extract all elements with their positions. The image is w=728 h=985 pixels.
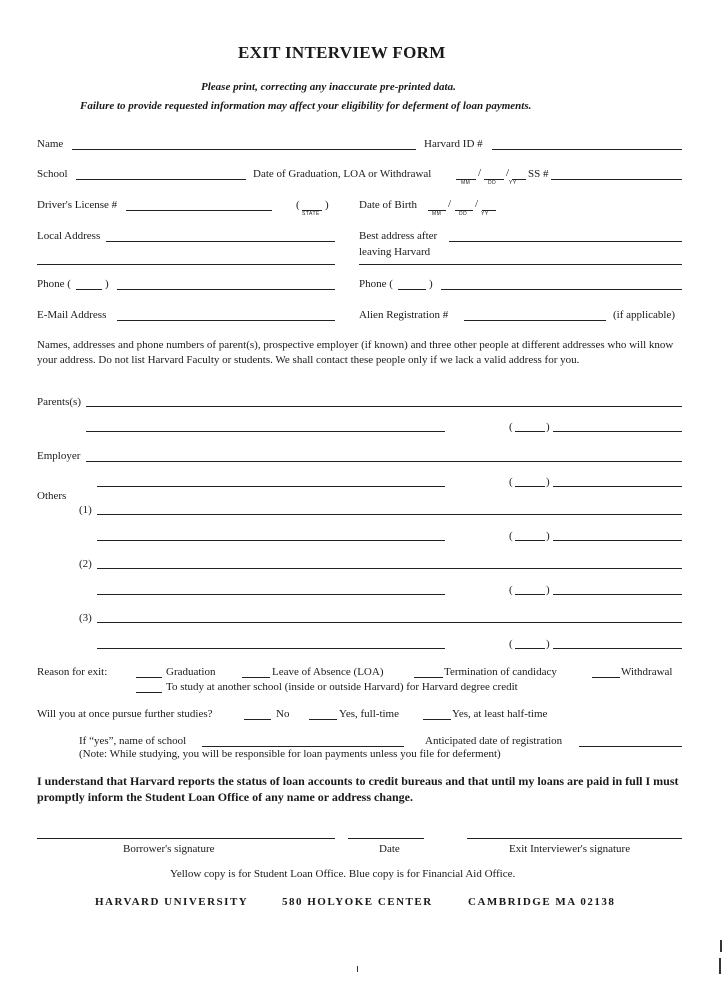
graduation-checkbox[interactable] (136, 677, 162, 678)
other-1-phone-field[interactable] (553, 540, 682, 541)
termination-checkbox[interactable] (414, 677, 443, 678)
scan-mark-edge-2 (719, 958, 721, 974)
if-yes-label: If “yes”, name of school (79, 735, 187, 747)
employer-phone-field[interactable] (553, 486, 682, 487)
parents-name-field[interactable] (86, 406, 682, 407)
phone-left-area-field[interactable] (76, 289, 102, 290)
deferment-note: (Note: While studying, you will be responsible for loan payments unless you file for deferment) (79, 748, 501, 760)
parents-address-field[interactable] (86, 431, 445, 432)
footer-center: 580 HOLYOKE CENTER (282, 896, 433, 908)
harvard-id-field[interactable] (492, 149, 682, 150)
borrower-signature-field[interactable] (37, 838, 335, 839)
email-label: E-Mail Address (37, 309, 107, 321)
state-caption: STATE (302, 211, 320, 217)
grad-dd-caption: DD (488, 180, 497, 186)
instruction-eligibility: Failure to provide requested information may affect your eligibility for deferment of loan payments. (80, 100, 532, 112)
yes-full-checkbox[interactable] (309, 719, 337, 720)
yes-half-option: Yes, at least half-time (452, 708, 548, 720)
name-field[interactable] (72, 149, 416, 150)
reason-label: Reason for exit: (37, 666, 108, 678)
loa-checkbox[interactable] (242, 677, 270, 678)
other-2-phone-area-field[interactable] (515, 594, 545, 595)
drivers-license-label: Driver's License # (37, 199, 118, 211)
instruction-print: Please print, correcting any inaccurate pre-printed data. (201, 81, 456, 93)
interviewer-signature-field[interactable] (467, 838, 682, 839)
further-studies-question: Will you at once pursue further studies? (37, 708, 213, 720)
drivers-license-field[interactable] (126, 210, 272, 211)
other-2-phone-paren-open: ( (509, 584, 513, 596)
other-3-phone-paren-open: ( (509, 638, 513, 650)
no-option: No (276, 708, 290, 720)
grad-mm-caption: MM (461, 180, 471, 186)
school-field[interactable] (76, 179, 246, 180)
grad-yy-caption: YY (509, 180, 517, 186)
other-3-address-field[interactable] (97, 648, 445, 649)
other-2-number: (2) (79, 558, 92, 570)
form-title: EXIT INTERVIEW FORM (238, 43, 446, 62)
parents-phone-field[interactable] (553, 431, 682, 432)
phone-right-label: Phone ( (359, 278, 393, 290)
employer-phone-paren-close: ) (546, 476, 550, 488)
others-label: Others (37, 490, 67, 502)
parents-label: Parents(s) (37, 396, 81, 408)
termination-option: Termination of candidacy (444, 666, 557, 678)
phone-right-number-field[interactable] (441, 289, 682, 290)
parents-phone-area-field[interactable] (515, 431, 545, 432)
date-field[interactable] (348, 838, 424, 839)
other-3-phone-field[interactable] (553, 648, 682, 649)
local-address-field-1[interactable] (106, 241, 335, 242)
employer-name-field[interactable] (86, 461, 682, 462)
withdrawal-option: Withdrawal (621, 666, 673, 678)
other-3-phone-paren-close: ) (546, 638, 550, 650)
loa-option: Leave of Absence (LOA) (272, 666, 384, 678)
yes-half-checkbox[interactable] (423, 719, 451, 720)
other-2-phone-paren-close: ) (546, 584, 550, 596)
anticipated-label: Anticipated date of registration (425, 735, 563, 747)
best-address-field-2[interactable] (359, 264, 682, 265)
local-address-label: Local Address (37, 230, 101, 242)
dob-yy-caption: YY (481, 211, 489, 217)
other-1-phone-paren-open: ( (509, 530, 513, 542)
acknowledgement-statement: I understand that Harvard reports the status of loan accounts to credit bureaus and that until my loans are paid in full I must promptly inform the Student Loan Office of any name or address change. (37, 774, 679, 804)
scan-mark-edge-1 (720, 940, 722, 952)
employer-label: Employer (37, 450, 81, 462)
harvard-id-label: Harvard ID # (424, 138, 483, 150)
other-1-phone-paren-close: ) (546, 530, 550, 542)
email-field[interactable] (117, 320, 335, 321)
scan-mark-bottom (357, 966, 358, 972)
other-1-address-field[interactable] (97, 540, 445, 541)
dob-sep-2: / (475, 198, 479, 210)
footer-university: HARVARD UNIVERSITY (95, 896, 249, 908)
no-checkbox[interactable] (244, 719, 271, 720)
date-caption: Date (379, 843, 400, 855)
best-address-label-2: leaving Harvard (359, 246, 431, 258)
dob-mm-caption: MM (432, 211, 442, 217)
alien-label: Alien Registration # (359, 309, 449, 321)
dob-dd-caption: DD (459, 211, 468, 217)
other-1-name-field[interactable] (97, 514, 682, 515)
other-2-name-field[interactable] (97, 568, 682, 569)
ss-field[interactable] (551, 179, 682, 180)
registration-date-field[interactable] (579, 746, 682, 747)
grad-date-sep-1: / (478, 167, 482, 179)
dob-label: Date of Birth (359, 199, 418, 211)
ss-label: SS # (528, 168, 549, 180)
alien-field[interactable] (464, 320, 606, 321)
parents-phone-paren-close: ) (546, 421, 550, 433)
other-2-address-field[interactable] (97, 594, 445, 595)
parents-phone-paren-open: ( (509, 421, 513, 433)
phone-left-number-field[interactable] (117, 289, 335, 290)
grad-date-label: Date of Graduation, LOA or Withdrawal (253, 168, 432, 180)
best-address-field-1[interactable] (449, 241, 682, 242)
state-paren-open: ( (296, 199, 300, 211)
name-label: Name (37, 138, 64, 150)
other-3-number: (3) (79, 612, 92, 624)
footer-city: CAMBRIDGE MA 02138 (468, 896, 616, 908)
phone-left-paren-close: ) (105, 278, 109, 290)
best-address-label-1: Best address after (359, 230, 438, 242)
dob-sep-1: / (448, 198, 452, 210)
phone-right-area-field[interactable] (398, 289, 426, 290)
employer-phone-paren-open: ( (509, 476, 513, 488)
contacts-instructions: Names, addresses and phone numbers of parent(s), prospective employer (if known) and three other people at different addresses who will know your address. Do not list Harvard Faculty or students. We shall contact these people only if we lack a valid address for you. (37, 339, 674, 366)
employer-address-field[interactable] (97, 486, 445, 487)
withdrawal-checkbox[interactable] (592, 677, 620, 678)
other-school-option: To study at another school (inside or outside Harvard) for Harvard degree credit (166, 681, 518, 693)
copies-note: Yellow copy is for Student Loan Office. Blue copy is for Financial Aid Office. (170, 868, 516, 880)
state-paren-close: ) (325, 199, 329, 211)
other-2-phone-field[interactable] (553, 594, 682, 595)
yes-full-option: Yes, full-time (339, 708, 399, 720)
other-3-phone-area-field[interactable] (515, 648, 545, 649)
applicable-note: (if applicable) (613, 309, 675, 321)
employer-phone-area-field[interactable] (515, 486, 545, 487)
interviewer-signature-caption: Exit Interviewer's signature (509, 843, 631, 855)
other-school-checkbox[interactable] (136, 692, 162, 693)
borrower-signature-caption: Borrower's signature (123, 843, 215, 855)
school-name-field[interactable] (202, 746, 404, 747)
other-3-name-field[interactable] (97, 622, 682, 623)
local-address-field-2[interactable] (37, 264, 335, 265)
graduation-option: Graduation (166, 666, 216, 678)
phone-right-paren-close: ) (429, 278, 433, 290)
phone-left-label: Phone ( (37, 278, 71, 290)
other-1-number: (1) (79, 504, 92, 516)
other-1-phone-area-field[interactable] (515, 540, 545, 541)
grad-date-sep-2: / (506, 167, 510, 179)
school-label: School (37, 168, 68, 180)
